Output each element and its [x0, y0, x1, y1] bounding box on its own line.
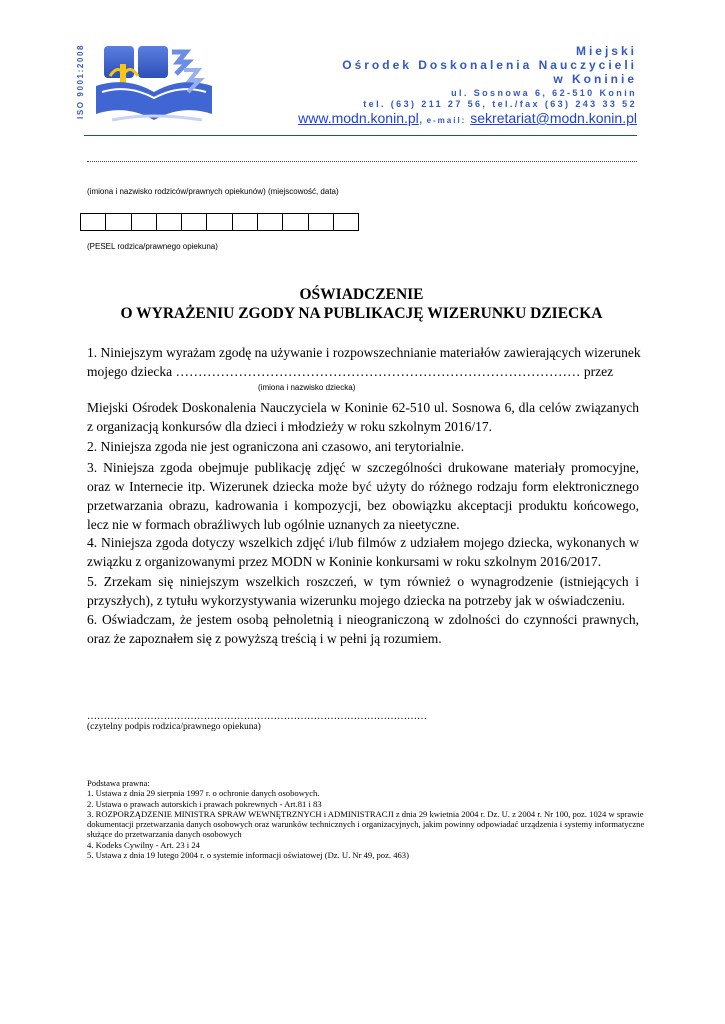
contact-separator: , [418, 110, 423, 126]
paragraph-1-line2: mojego dziecka ……………………………………………………………………………… przez [87, 364, 614, 379]
legal-basis-item: 1. Ustawa z dnia 29 sierpnia 1997 r. o ochronie danych osobowych. [87, 788, 320, 799]
signature-line[interactable]: ………………………………………………………………………………………… [87, 711, 427, 722]
iso-certificate-label: ISO 9001:2008 [76, 43, 85, 119]
legal-basis [87, 778, 647, 860]
pesel-digit-box[interactable] [132, 213, 157, 231]
pesel-digit-box[interactable] [334, 213, 359, 231]
email-label: e-mail: [426, 116, 467, 125]
legal-basis-item: 3. ROZPORZĄDZENIE MINISTRA SPRAW WEWNĘTRZNYCH i ADMINISTRACJI z dnia 29 kwietnia 2004 r. Dz. U. z 2004 r. Nr 100, poz. 1024 w sprawie dokumentacji przetwarzania danych osobowych oraz warunków technicznych i organizacyjnych, jakim powinny odpowiadać urządzenia i systemy informatyczne służące do przetwarzania danych osobowych [87, 808, 645, 840]
email-link[interactable]: sekretariat@modn.konin.pl [470, 110, 637, 126]
pesel-digit-box[interactable] [106, 213, 131, 231]
paragraph-5: 5. Zrzekam się niniejszym wszelkich roszczeń, w tym również o wynagrodzenie (istniejących i przyszłych), z tytułu wykorzystywania wizerunku mojego dziecka na potrzeby jak w oświadczeniu. [87, 574, 639, 608]
paragraph-6: 6. Oświadczam, że jestem osobą pełnoletnią i nieograniczoną w zdolności do czynności prawnych, oraz że zapoznałem się z powyższą treścią i w pełni ją rozumiem. [87, 612, 639, 646]
contact-links [298, 110, 637, 126]
names-date-fill-line[interactable] [87, 161, 637, 162]
header-divider [84, 135, 637, 136]
institution-phones: tel. (63) 211 27 56, tel./fax (63) 243 33 52 [363, 99, 637, 109]
pesel-digit-box[interactable] [233, 213, 258, 231]
pesel-digit-box[interactable] [81, 213, 106, 231]
pesel-digit-box[interactable] [283, 213, 308, 231]
paragraph-4: 4. Niniejsza zgoda dotyczy wszelkich zdjęć i/lub filmów z udziałem mojego dziecka, wykonanych w związku z organizowanymi przez MODN w Koninie konkursami w roku szkolnym 2016/2017. [87, 535, 639, 569]
institution-name-line1: Miejski [575, 44, 637, 58]
paragraph-2: 2. Niniejsza zgoda nie jest ograniczona ani czasowo, ani terytorialnie. [87, 439, 465, 454]
pesel-digit-box[interactable] [207, 213, 232, 231]
legal-basis-item: 5. Ustawa z dnia 19 lutego 2004 r. o systemie informacji oświatowej (Dz. U. Nr 49, poz. 463) [87, 850, 409, 861]
pesel-digit-box[interactable] [182, 213, 207, 231]
institution-address: ul. Sosnowa 6, 62-510 Konin [451, 88, 637, 98]
modn-logo-icon [92, 40, 212, 126]
paragraph-1-continuation: Miejski Ośrodek Doskonalenia Nauczyciela w Koninie 62-510 ul. Sosnowa 6, dla celów związanych z organizacją konkursów dla dzieci i młodzieży w roku szkolnym 2016/17. [87, 400, 639, 434]
website-link[interactable]: www.modn.konin.pl [298, 110, 419, 126]
pesel-digit-box[interactable] [157, 213, 182, 231]
pesel-digit-box[interactable] [258, 213, 283, 231]
pesel-caption: (PESEL rodzica/prawnego opiekuna) [87, 242, 218, 251]
paragraph-3: 3. Niniejsza zgoda obejmuje publikację zdjęć w szczególności drukowane materiały promocyjne, oraz w Internecie itp. Wizerunek dziecka może być użyty do różnego rodzaju form elektronicznego przetwarzania obrazu, kadrowania i kompozycji, bez obowiązku akceptacji produktu końcowego, lecz nie w formach obraźliwych lub ogólnie uznanych za nieetyczne. [87, 460, 639, 532]
legal-basis-item: 2. Ustawa o prawach autorskich i prawach pokrewnych - Art.81 i 83 [87, 798, 322, 809]
paragraph-1-line1: 1. Niniejszym wyrażam zgodę na używanie i rozpowszechnianie materiałów zawierających wizerunek [87, 345, 641, 360]
legal-basis-heading: Podstawa prawna: [87, 778, 150, 788]
pesel-boxes[interactable] [80, 213, 359, 231]
document-title: OŚWIADCZENIE [299, 286, 424, 303]
pesel-digit-box[interactable] [309, 213, 334, 231]
institution-name-line3: w Koninie [553, 72, 637, 86]
legal-basis-item: 4. Kodeks Cywilny - Art. 23 i 24 [87, 839, 200, 850]
document-subtitle: O WYRAŻENIU ZGODY NA PUBLIKACJĘ WIZERUNKU DZIECKA [120, 305, 603, 322]
names-date-caption: (imiona i nazwisko rodziców/prawnych opiekunów) (miejscowość, data) [87, 187, 339, 196]
child-name-caption: (imiona i nazwisko dziecka) [258, 383, 356, 392]
institution-name-line2: Ośrodek Doskonalenia Nauczycieli [342, 58, 637, 72]
signature-caption: (czytelny podpis rodzica/prawnego opiekuna) [87, 722, 261, 732]
